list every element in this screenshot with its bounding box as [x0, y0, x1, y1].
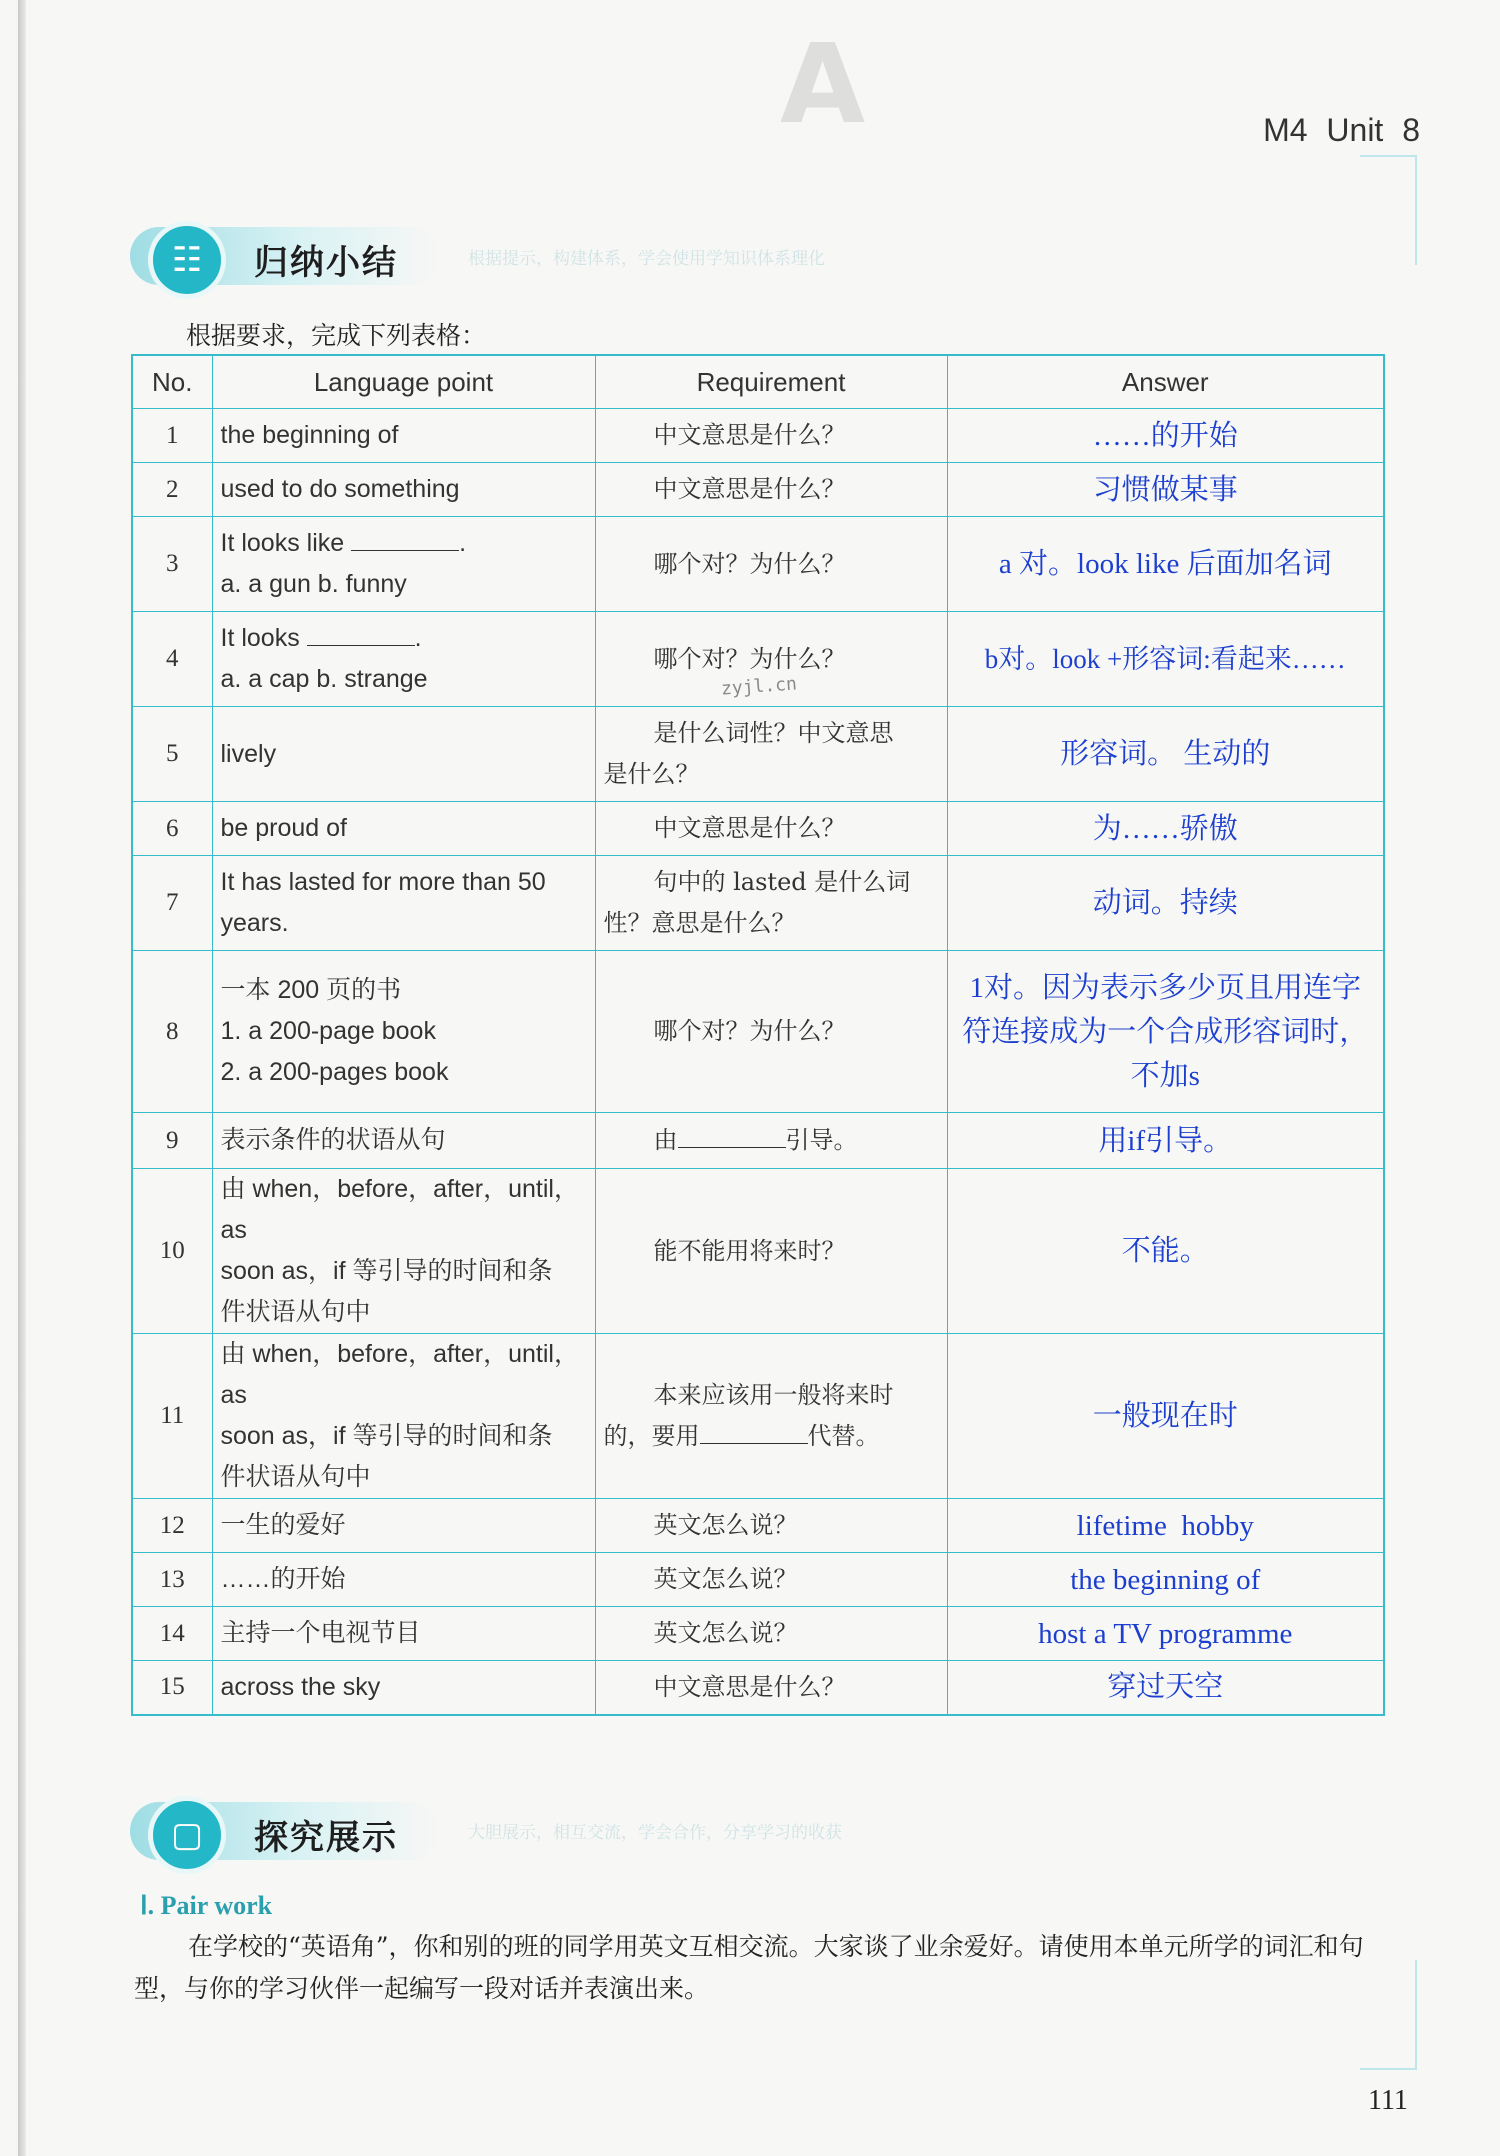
- answer: 一般现在时: [947, 1334, 1384, 1499]
- language-point: the beginning of: [212, 409, 595, 463]
- language-point: It looks like . a. a gun b. funny: [212, 517, 595, 612]
- column-header: Answer: [947, 355, 1384, 409]
- language-point: ……的开始: [212, 1553, 595, 1607]
- table-row: [132, 1661, 1384, 1715]
- table-row: [132, 1553, 1384, 1607]
- language-point: 一本 200 页的书 1. a 200-page book 2. a 200-pages book: [212, 951, 595, 1113]
- page-binding-edge: [18, 0, 26, 2156]
- row-number: 15: [132, 1661, 212, 1715]
- requirement: 哪个对？为什么？: [595, 517, 947, 612]
- answer-blank: [351, 548, 459, 551]
- margin-rule: [1360, 155, 1417, 157]
- section-title: 探究展示: [254, 1818, 398, 1858]
- answer: b对。look +形容词:看起来……: [947, 612, 1384, 707]
- instruction-text: 根据要求，完成下列表格：: [186, 321, 487, 350]
- language-point: 一生的爱好: [212, 1499, 595, 1553]
- pair-work-label: Ⅰ. Pair work: [140, 1891, 273, 1920]
- summary-section-header: [130, 222, 450, 290]
- row-number: 4: [132, 612, 212, 707]
- language-point: It looks . a. a cap b. strange: [212, 612, 595, 707]
- answer-blank: [307, 643, 415, 646]
- row-number: 6: [132, 802, 212, 856]
- answer: host a TV programme: [947, 1607, 1384, 1661]
- language-point: used to do something: [212, 463, 595, 517]
- answer-blank: [678, 1145, 786, 1148]
- unit-label: M4 Unit 8: [1263, 112, 1420, 148]
- section-title: 归纳小结: [254, 243, 398, 283]
- language-point: It has lasted for more than 50 years.: [212, 856, 595, 951]
- explore-section-header: [130, 1797, 450, 1865]
- decorative-header-graphic: A: [780, 20, 876, 148]
- watermark: zyjl.cn: [720, 673, 798, 700]
- column-header: No.: [132, 355, 212, 409]
- answer: 习惯做某事: [947, 463, 1384, 517]
- answer: the beginning of: [947, 1553, 1384, 1607]
- pair-work-instructions: 在学校的“英语角”，你和别的班的同学用英文互相交流。大家谈了业余爱好。请使用本单元所学的词汇和句型，与你的学习伙伴一起编写一段对话并表演出来。: [134, 1932, 1364, 2003]
- table-row: [132, 409, 1384, 463]
- table-header-row: [132, 355, 1384, 409]
- language-point: 由 when，before，after，until，as soon as，if 等引导的时间和条 件状语从句中: [212, 1169, 595, 1334]
- table-row: [132, 802, 1384, 856]
- answer-blank: [700, 1441, 808, 1444]
- answer: 形容词。 生动的: [947, 707, 1384, 802]
- language-point: 由 when，before，after，until，as soon as，if 等引导的时间和条 件状语从句中: [212, 1334, 595, 1499]
- table-row: [132, 1499, 1384, 1553]
- row-number: 10: [132, 1169, 212, 1334]
- row-number: 3: [132, 517, 212, 612]
- row-number: 1: [132, 409, 212, 463]
- page-number: 111: [1368, 2085, 1408, 2116]
- row-number: 13: [132, 1553, 212, 1607]
- requirement: 英文怎么说？: [595, 1607, 947, 1661]
- answer: 穿过天空: [947, 1661, 1384, 1715]
- presentation-icon: ▢: [148, 1796, 226, 1874]
- table-row: [132, 463, 1384, 517]
- margin-rule: [1360, 2068, 1417, 2070]
- requirement: 中文意思是什么？: [595, 409, 947, 463]
- table-row: [132, 707, 1384, 802]
- column-header: Language point: [212, 355, 595, 409]
- answer: 为……骄傲: [947, 802, 1384, 856]
- requirement: 句中的 lasted 是什么词 性？意思是什么？: [595, 856, 947, 951]
- margin-rule: [1415, 1960, 1417, 2070]
- row-number: 8: [132, 951, 212, 1113]
- row-number: 11: [132, 1334, 212, 1499]
- row-number: 5: [132, 707, 212, 802]
- requirement: 能不能用将来时？: [595, 1169, 947, 1334]
- answer: 动词。持续: [947, 856, 1384, 951]
- answer: a 对。look like 后面加名词: [947, 517, 1384, 612]
- section-subtitle: 大胆展示，相互交流，学会合作，分享学习的收获: [468, 1823, 842, 1843]
- table-row: [132, 1113, 1384, 1169]
- table-row: [132, 1169, 1384, 1334]
- answer: 用if引导。: [947, 1113, 1384, 1169]
- table-row: [132, 517, 1384, 612]
- requirement: 中文意思是什么？: [595, 463, 947, 517]
- requirement: 哪个对？为什么？: [595, 951, 947, 1113]
- margin-rule: [1415, 155, 1417, 265]
- language-point: be proud of: [212, 802, 595, 856]
- answer: 不能。: [947, 1169, 1384, 1334]
- language-point: 表示条件的状语从句: [212, 1113, 595, 1169]
- table-row: [132, 1334, 1384, 1499]
- section-badge: [130, 227, 440, 285]
- section-subtitle: 根据提示，构建体系，学会使用学知识体系理化: [468, 249, 825, 269]
- requirement: 英文怎么说？: [595, 1553, 947, 1607]
- requirement: 由 引导。: [595, 1113, 947, 1169]
- table-row: [132, 856, 1384, 951]
- requirement: 是什么词性？中文意思 是什么？: [595, 707, 947, 802]
- requirement: 中文意思是什么？: [595, 802, 947, 856]
- section-badge: [130, 1802, 440, 1860]
- requirement: 哪个对？为什么？: [595, 612, 947, 707]
- answer: 1对。因为表示多少页且用连字 符连接成为一个合成形容词时， 不加s: [947, 951, 1384, 1113]
- row-number: 12: [132, 1499, 212, 1553]
- summary-table: [131, 354, 1385, 1716]
- table-row: [132, 951, 1384, 1113]
- book-icon: ☷: [148, 221, 226, 299]
- language-point: across the sky: [212, 1661, 595, 1715]
- requirement: 中文意思是什么？: [595, 1661, 947, 1715]
- language-point: lively: [212, 707, 595, 802]
- row-number: 14: [132, 1607, 212, 1661]
- language-point: 主持一个电视节目: [212, 1607, 595, 1661]
- requirement: 英文怎么说？: [595, 1499, 947, 1553]
- row-number: 9: [132, 1113, 212, 1169]
- requirement: 本来应该用一般将来时 的，要用 代替。: [595, 1334, 947, 1499]
- table-row: [132, 1607, 1384, 1661]
- column-header: Requirement: [595, 355, 947, 409]
- row-number: 7: [132, 856, 212, 951]
- answer: ……的开始: [947, 409, 1384, 463]
- row-number: 2: [132, 463, 212, 517]
- answer: lifetime hobby: [947, 1499, 1384, 1553]
